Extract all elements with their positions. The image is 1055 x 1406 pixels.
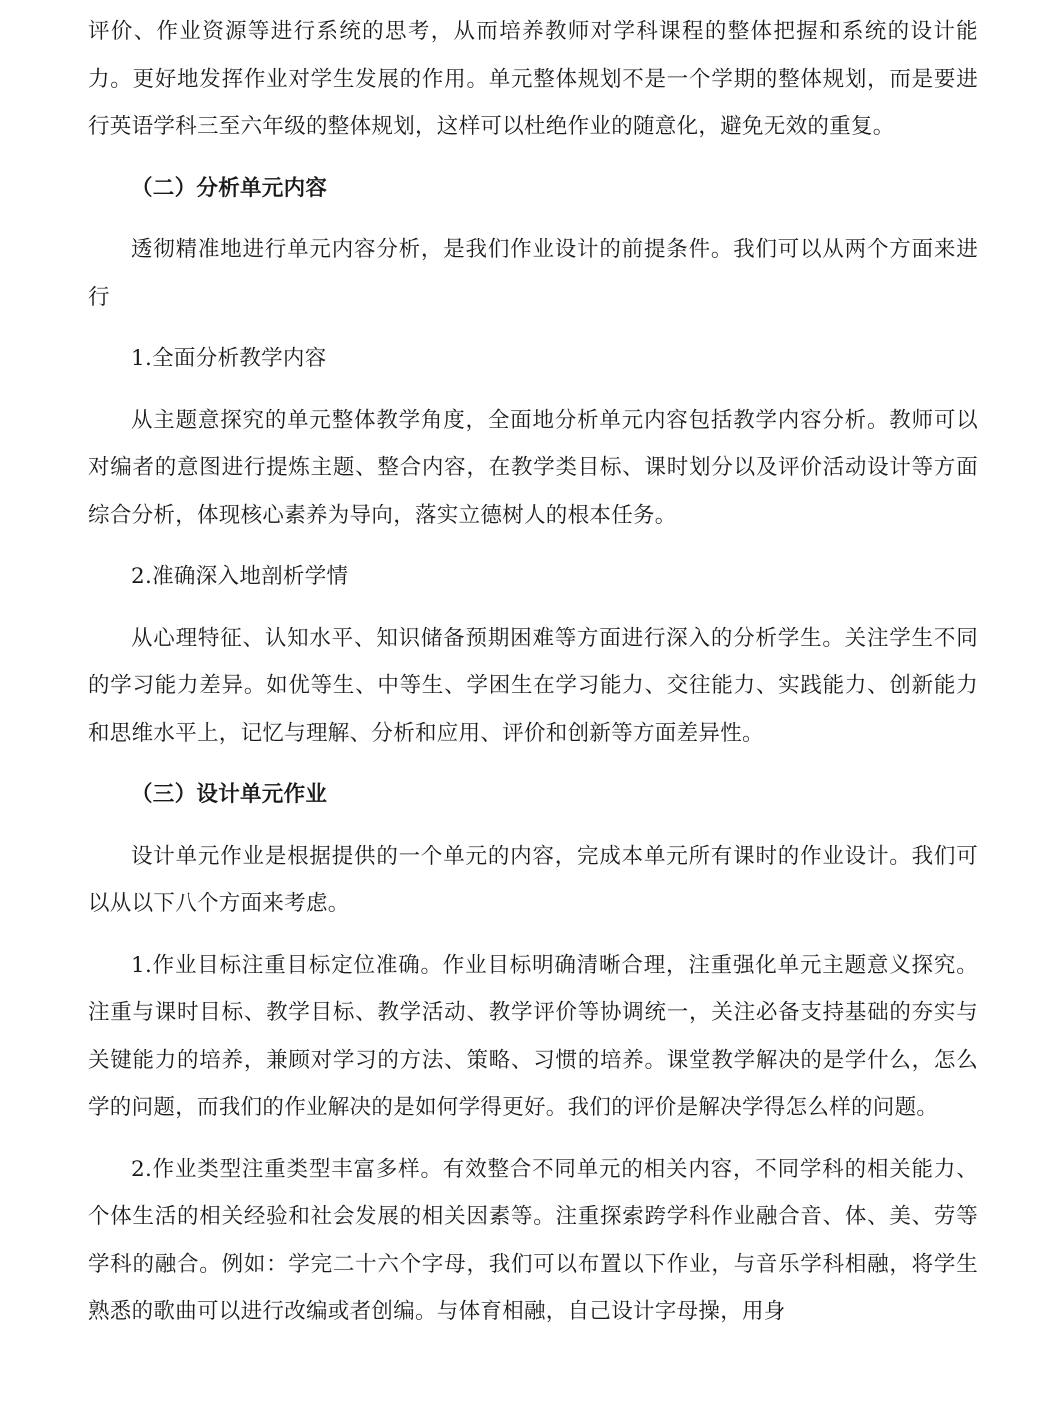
section-heading-design-homework: （三）设计单元作业 [131, 782, 328, 807]
section-paragraph-analyze-unit: 透彻精准地进行单元内容分析，是我们作业设计的前提条件。我们可以从两个方面来进行 [88, 237, 978, 310]
section-heading-analyze-unit: （二）分析单元内容 [131, 175, 328, 201]
paragraph-teaching-content: 从主题意探究的单元整体教学角度，全面地分析单元内容包括教学内容分析。教师可以对编者的意图进行提炼主题、整合内容，在教学类目标、课时划分以及评价活动设计等方面综合分析，体现核心素养为导向，落实立德树人的根本任务。 [88, 407, 978, 528]
subheading-student-analysis: 2.准确深入地剖析学情 [131, 564, 349, 589]
list-item-homework-types: 2.作业类型注重类型丰富多样。有效整合不同单元的相关内容，不同学科的相关能力、个体生活的相关经验和社会发展的相关因素等。注重探索跨学科作业融合音、体、美、劳等学科的融合。例如：学完二十六个字母，我们可以布置以下作业，与音乐学科相融，将学生熟悉的歌曲可以进行改编或者创编。与体育相融，自己设计字母操，用身 [88, 1156, 978, 1324]
document-page [88, 8, 978, 1336]
section-paragraph-design-homework: 设计单元作业是根据提供的一个单元的内容，完成本单元所有课时的作业设计。我们可以从以下八个方面来考虑。 [88, 843, 978, 916]
list-item-homework-goals: 1.作业目标注重目标定位准确。作业目标明确清晰合理，注重强化单元主题意义探究。注重与课时目标、教学目标、教学活动、教学评价等协调统一，关注必备支持基础的夯实与关键能力的培养，兼顾对学习的方法、策略、习惯的培养。课堂教学解决的是学什么，怎么学的问题，而我们的作业解决的是如何学得更好。我们的评价是解决学得怎么样的问题。 [88, 952, 978, 1120]
paragraph-student-analysis: 从心理特征、认知水平、知识储备预期困难等方面进行深入的分析学生。关注学生不同的学习能力差异。如优等生、中等生、学困生在学习能力、交往能力、实践能力、创新能力和思维水平上，记忆与理解、分析和应用、评价和创新等方面差异性。 [88, 625, 978, 746]
subheading-teaching-content: 1.全面分析教学内容 [131, 346, 327, 371]
intro-paragraph: 评价、作业资源等进行系统的思考，从而培养教师对学科课程的整体把握和系统的设计能力。更好地发挥作业对学生发展的作用。单元整体规划不是一个学期的整体规划，而是要进行英语学科三至六年级的整体规划，这样可以杜绝作业的随意化，避免无效的重复。 [88, 19, 978, 139]
